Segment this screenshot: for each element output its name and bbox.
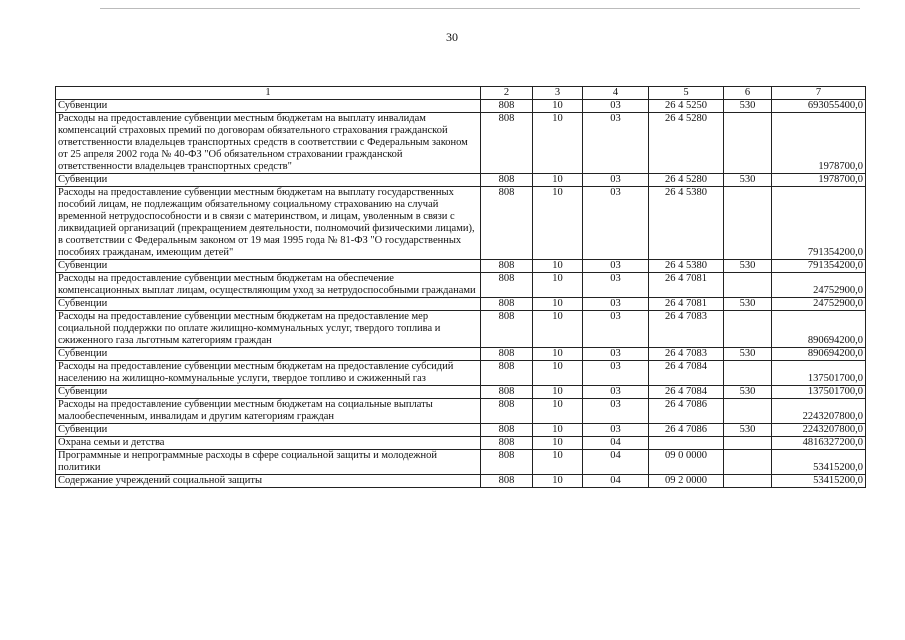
table-row <box>56 450 866 475</box>
row-code-subsection: 03 <box>583 424 649 437</box>
row-amount: 137501700,0 <box>772 361 866 386</box>
row-description: Охрана семьи и детства <box>56 437 481 450</box>
row-amount: 24752900,0 <box>772 298 866 311</box>
row-code-subsection: 03 <box>583 260 649 273</box>
row-code-ministry: 808 <box>481 361 533 386</box>
row-code-target: 26 4 5380 <box>649 187 724 260</box>
budget-table-body <box>56 87 866 488</box>
row-amount: 1978700,0 <box>772 174 866 187</box>
row-amount: 53415200,0 <box>772 450 866 475</box>
table-row <box>56 113 866 174</box>
row-code-target: 26 4 7081 <box>649 298 724 311</box>
row-code-ministry: 808 <box>481 399 533 424</box>
row-code-subsection: 03 <box>583 174 649 187</box>
row-code-section: 10 <box>533 174 583 187</box>
row-code-ministry: 808 <box>481 475 533 488</box>
row-code-target: 26 4 5280 <box>649 174 724 187</box>
row-amount: 4816327200,0 <box>772 437 866 450</box>
row-code-section: 10 <box>533 450 583 475</box>
row-code-target: 26 4 7084 <box>649 386 724 399</box>
row-description: Расходы на предоставление субвенции местным бюджетам на предоставление субсидий населению на жилищно-коммунальные услуги, твердое топливо и сжиженный газ <box>56 361 481 386</box>
row-code-ministry: 808 <box>481 424 533 437</box>
header-cell: 1 <box>56 87 481 100</box>
row-code-expense-type <box>724 273 772 298</box>
row-code-section: 10 <box>533 386 583 399</box>
row-code-target: 09 2 0000 <box>649 475 724 488</box>
row-description: Субвенции <box>56 298 481 311</box>
row-code-ministry: 808 <box>481 450 533 475</box>
row-code-section: 10 <box>533 100 583 113</box>
row-code-expense-type: 530 <box>724 100 772 113</box>
row-code-section: 10 <box>533 424 583 437</box>
table-row <box>56 273 866 298</box>
table-row <box>56 260 866 273</box>
header-cell: 5 <box>649 87 724 100</box>
row-description: Содержание учреждений социальной защиты <box>56 475 481 488</box>
row-code-expense-type <box>724 187 772 260</box>
row-code-ministry: 808 <box>481 386 533 399</box>
row-code-ministry: 808 <box>481 187 533 260</box>
row-code-expense-type: 530 <box>724 260 772 273</box>
row-code-subsection: 03 <box>583 386 649 399</box>
row-code-target: 26 4 5280 <box>649 113 724 174</box>
row-description: Расходы на предоставление субвенции местным бюджетам на предоставление мер социальной поддержки по оплате жилищно-коммунальных услуг, твердого топлива и сжиженного газа льготным категориям граждан <box>56 311 481 348</box>
row-code-ministry: 808 <box>481 437 533 450</box>
header-cell: 2 <box>481 87 533 100</box>
row-code-section: 10 <box>533 298 583 311</box>
row-code-target: 26 4 5250 <box>649 100 724 113</box>
row-code-target: 26 4 7084 <box>649 361 724 386</box>
row-code-ministry: 808 <box>481 311 533 348</box>
scan-artifact-line <box>100 8 860 9</box>
row-code-expense-type <box>724 475 772 488</box>
row-code-ministry: 808 <box>481 260 533 273</box>
page-number: 30 <box>446 30 458 44</box>
row-code-target: 26 4 7086 <box>649 399 724 424</box>
row-description: Субвенции <box>56 348 481 361</box>
row-code-section: 10 <box>533 113 583 174</box>
row-code-ministry: 808 <box>481 113 533 174</box>
row-code-expense-type: 530 <box>724 174 772 187</box>
row-code-target: 26 4 7081 <box>649 273 724 298</box>
row-code-expense-type <box>724 361 772 386</box>
row-code-subsection: 03 <box>583 311 649 348</box>
row-description: Субвенции <box>56 260 481 273</box>
row-code-subsection: 04 <box>583 475 649 488</box>
row-description: Субвенции <box>56 424 481 437</box>
row-code-ministry: 808 <box>481 100 533 113</box>
table-row <box>56 348 866 361</box>
row-code-subsection: 03 <box>583 187 649 260</box>
row-code-target <box>649 437 724 450</box>
table-row <box>56 174 866 187</box>
row-amount: 791354200,0 <box>772 260 866 273</box>
row-code-expense-type <box>724 437 772 450</box>
row-code-subsection: 04 <box>583 437 649 450</box>
row-amount: 53415200,0 <box>772 475 866 488</box>
row-code-expense-type <box>724 311 772 348</box>
row-amount: 890694200,0 <box>772 348 866 361</box>
row-code-expense-type <box>724 399 772 424</box>
row-code-subsection: 03 <box>583 399 649 424</box>
row-amount: 1978700,0 <box>772 113 866 174</box>
row-amount: 890694200,0 <box>772 311 866 348</box>
row-amount: 24752900,0 <box>772 273 866 298</box>
row-amount: 2243207800,0 <box>772 424 866 437</box>
row-code-expense-type <box>724 450 772 475</box>
table-row <box>56 437 866 450</box>
table-row <box>56 386 866 399</box>
row-code-subsection: 04 <box>583 450 649 475</box>
row-code-target: 26 4 7083 <box>649 311 724 348</box>
row-description: Расходы на предоставление субвенции местным бюджетам на выплату государственных пособий лицам, не подлежащим обязательному социальному страхованию на случай временной нетрудоспособности и в связи с материнством, и лицам, уволенным в связи с ликвидацией организаций (прекращением деятельности, полномочий физическими лицами), в соответствии с Федеральным законом от 19 мая 1995 года № 81-ФЗ "О государственных пособиях гражданам, имеющим детей" <box>56 187 481 260</box>
row-amount: 137501700,0 <box>772 386 866 399</box>
row-code-subsection: 03 <box>583 113 649 174</box>
table-row <box>56 100 866 113</box>
row-code-section: 10 <box>533 475 583 488</box>
table-row <box>56 424 866 437</box>
row-code-section: 10 <box>533 187 583 260</box>
row-code-section: 10 <box>533 311 583 348</box>
row-code-ministry: 808 <box>481 174 533 187</box>
row-code-ministry: 808 <box>481 348 533 361</box>
table-row <box>56 298 866 311</box>
row-description: Программные и непрограммные расходы в сфере социальной защиты и молодежной политики <box>56 450 481 475</box>
table-row <box>56 399 866 424</box>
table-header-row <box>56 87 866 100</box>
row-code-expense-type: 530 <box>724 298 772 311</box>
row-code-subsection: 03 <box>583 100 649 113</box>
row-amount: 693055400,0 <box>772 100 866 113</box>
table-row <box>56 475 866 488</box>
row-code-expense-type: 530 <box>724 424 772 437</box>
row-description: Расходы на предоставление субвенции местным бюджетам на обеспечение компенсационных выплат лицам, осуществляющим уход за нетрудоспособными гражданами <box>56 273 481 298</box>
header-cell: 3 <box>533 87 583 100</box>
header-cell: 4 <box>583 87 649 100</box>
row-code-subsection: 03 <box>583 361 649 386</box>
row-code-expense-type: 530 <box>724 348 772 361</box>
row-code-subsection: 03 <box>583 273 649 298</box>
row-code-section: 10 <box>533 361 583 386</box>
row-code-expense-type: 530 <box>724 386 772 399</box>
table-row <box>56 187 866 260</box>
row-code-ministry: 808 <box>481 298 533 311</box>
row-code-target: 26 4 7083 <box>649 348 724 361</box>
row-description: Субвенции <box>56 100 481 113</box>
header-cell: 6 <box>724 87 772 100</box>
row-code-section: 10 <box>533 273 583 298</box>
row-code-subsection: 03 <box>583 298 649 311</box>
row-code-target: 26 4 7086 <box>649 424 724 437</box>
row-description: Субвенции <box>56 386 481 399</box>
table-row <box>56 311 866 348</box>
row-amount: 2243207800,0 <box>772 399 866 424</box>
row-code-section: 10 <box>533 437 583 450</box>
row-code-target: 26 4 5380 <box>649 260 724 273</box>
row-amount: 791354200,0 <box>772 187 866 260</box>
row-code-expense-type <box>724 113 772 174</box>
row-code-section: 10 <box>533 260 583 273</box>
row-description: Расходы на предоставление субвенции местным бюджетам на социальные выплаты малообеспеченным, инвалидам и другим категориям граждан <box>56 399 481 424</box>
row-code-section: 10 <box>533 399 583 424</box>
header-cell: 7 <box>772 87 866 100</box>
row-description: Расходы на предоставление субвенции местным бюджетам на выплату инвалидам компенсаций страховых премий по договорам обязательного страхования гражданской ответственности владельцев транспортных средств в соответствии с Федеральным законом от 25 апреля 2002 года № 40-ФЗ "Об обязательном страховании гражданской ответственности владельцев транспортных средств" <box>56 113 481 174</box>
row-code-target: 09 0 0000 <box>649 450 724 475</box>
row-code-ministry: 808 <box>481 273 533 298</box>
row-description: Субвенции <box>56 174 481 187</box>
row-code-subsection: 03 <box>583 348 649 361</box>
table-row <box>56 361 866 386</box>
row-code-section: 10 <box>533 348 583 361</box>
budget-table <box>55 86 866 488</box>
